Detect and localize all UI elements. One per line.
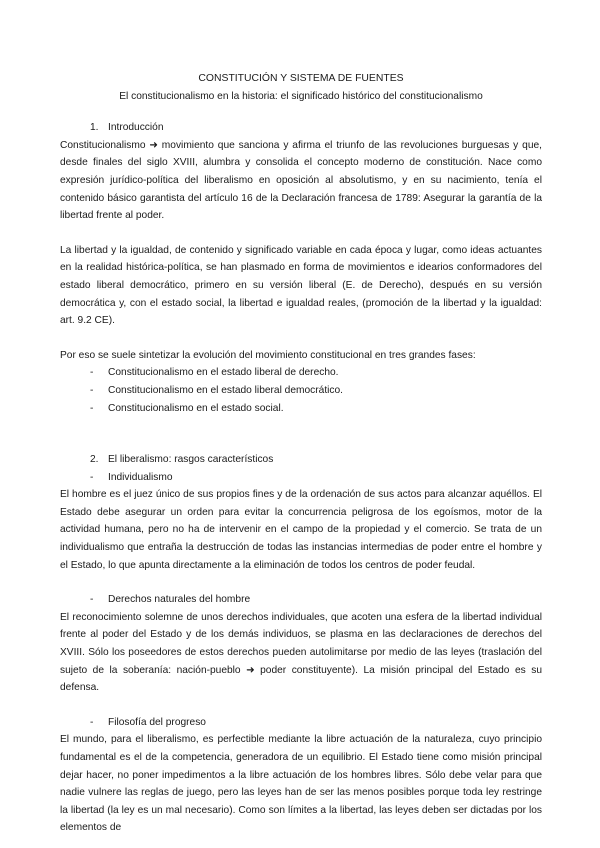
section-2-number: 2. [90,454,99,466]
document-page [60,70,542,837]
subsection-individualismo-text: El hombre es el juez único de sus propios fines y de la ordenación de sus actos para alcanzar aquéllos. El Estado debe asegurar un orden para evitar la concurrencia peligrosa de los egoísmos, motor de la actividad humana, pero no ha de intervenir en el campo de la propiedad y el comercio. Se trata de un individualismo que entraña la destrucción de todas las instancias intermedias de poder entre el hombre y el Estado, lo que apunta directamente a la eliminación de todos los centros de poder feudal. [60,489,542,571]
section-2-heading [60,451,542,469]
subsection-derechos-heading: - Derechos naturales del hombre [90,594,251,606]
document-title: CONSTITUCIÓN Y SISTEMA DE FUENTES [198,73,404,84]
list-item: - Constitucionalismo en el estado liberal democrático. [90,384,343,396]
section-1-number: 1. [90,122,99,134]
section-2-title: El liberalismo: rasgos característicos [108,454,274,466]
section-1-paragraph-1: Constitucionalismo ➜ movimiento que sanciona y afirma el triunfo de las revoluciones burguesas y que, desde finales del siglo XVIII, alumbra y consolida el concepto moderno de constitución. Nace como expresión jurídico-política del liberalismo en oposición al absolutismo, y en su nacimiento, tenía el contenido básico garantista del artículo 16 de la Declaración francesa de 1789: Asegurar la garantía de la libertad frente al poder. [60,139,542,222]
phases-list [60,364,542,417]
subsection-individualismo-heading: - Individualismo [90,471,173,483]
section-1-heading [60,119,542,137]
list-item: - Constitucionalismo en el estado liberal de derecho. [90,367,339,379]
section-1-title: Introducción [108,122,164,134]
section-1-paragraph-3: Por eso se suele sintetizar la evolución del movimiento constitucional en tres grandes fases: [60,349,476,361]
section-1-paragraph-2: La libertad y la igualdad, de contenido y significado variable en cada época y lugar, como ideas actuantes en la realidad histórica-política, se han plasmado en forma de movimientos e idearios conformadores del estado liberal democrático, primero en su versión liberal (E. de Derecho), después en su versión democrática y, con el estado social, la libertad e igualdad reales, (promoción de la libertad y la igualdad: art. 9.2 CE). [60,244,542,327]
subsection-derechos-text: El reconocimiento solemne de unos derechos individuales, que acoten una esfera de la libertad individual frente al poder del Estado y de los demás individuos, se plasma en las declaraciones de derechos del XVIII. Sólo los poseedores de estos derechos pueden autolimitarse por medio de las leyes (traslación del sujeto de la soberanía: nación-pueblo ➜ poder constituyente). La misión principal del Estado es su defensa. [60,611,542,694]
subsection-progreso-text: El mundo, para el liberalismo, es perfectible mediante la libre actuación de la naturaleza, cuyo principio fundamental es el de la competencia, generadora de un equilibrio. El Estado tiene como misión principal dejar hacer, no poner impedimentos a la libre actuación de los hombres libres. Sólo debe velar para que nadie vulnere las reglas de juego, pero las leyes han de ser las menos posibles porque toda ley restringe la libertad (la ley es un mal necesario). Como son límites a la libertad, las leyes deben ser dictadas por los elementos de [60,734,542,834]
subsection-progreso-heading: - Filosofía del progreso [90,716,206,728]
document-subtitle: El constitucionalismo en la historia: el significado histórico del constitucionalismo [119,90,483,102]
list-item: - Constitucionalismo en el estado social. [90,402,284,414]
